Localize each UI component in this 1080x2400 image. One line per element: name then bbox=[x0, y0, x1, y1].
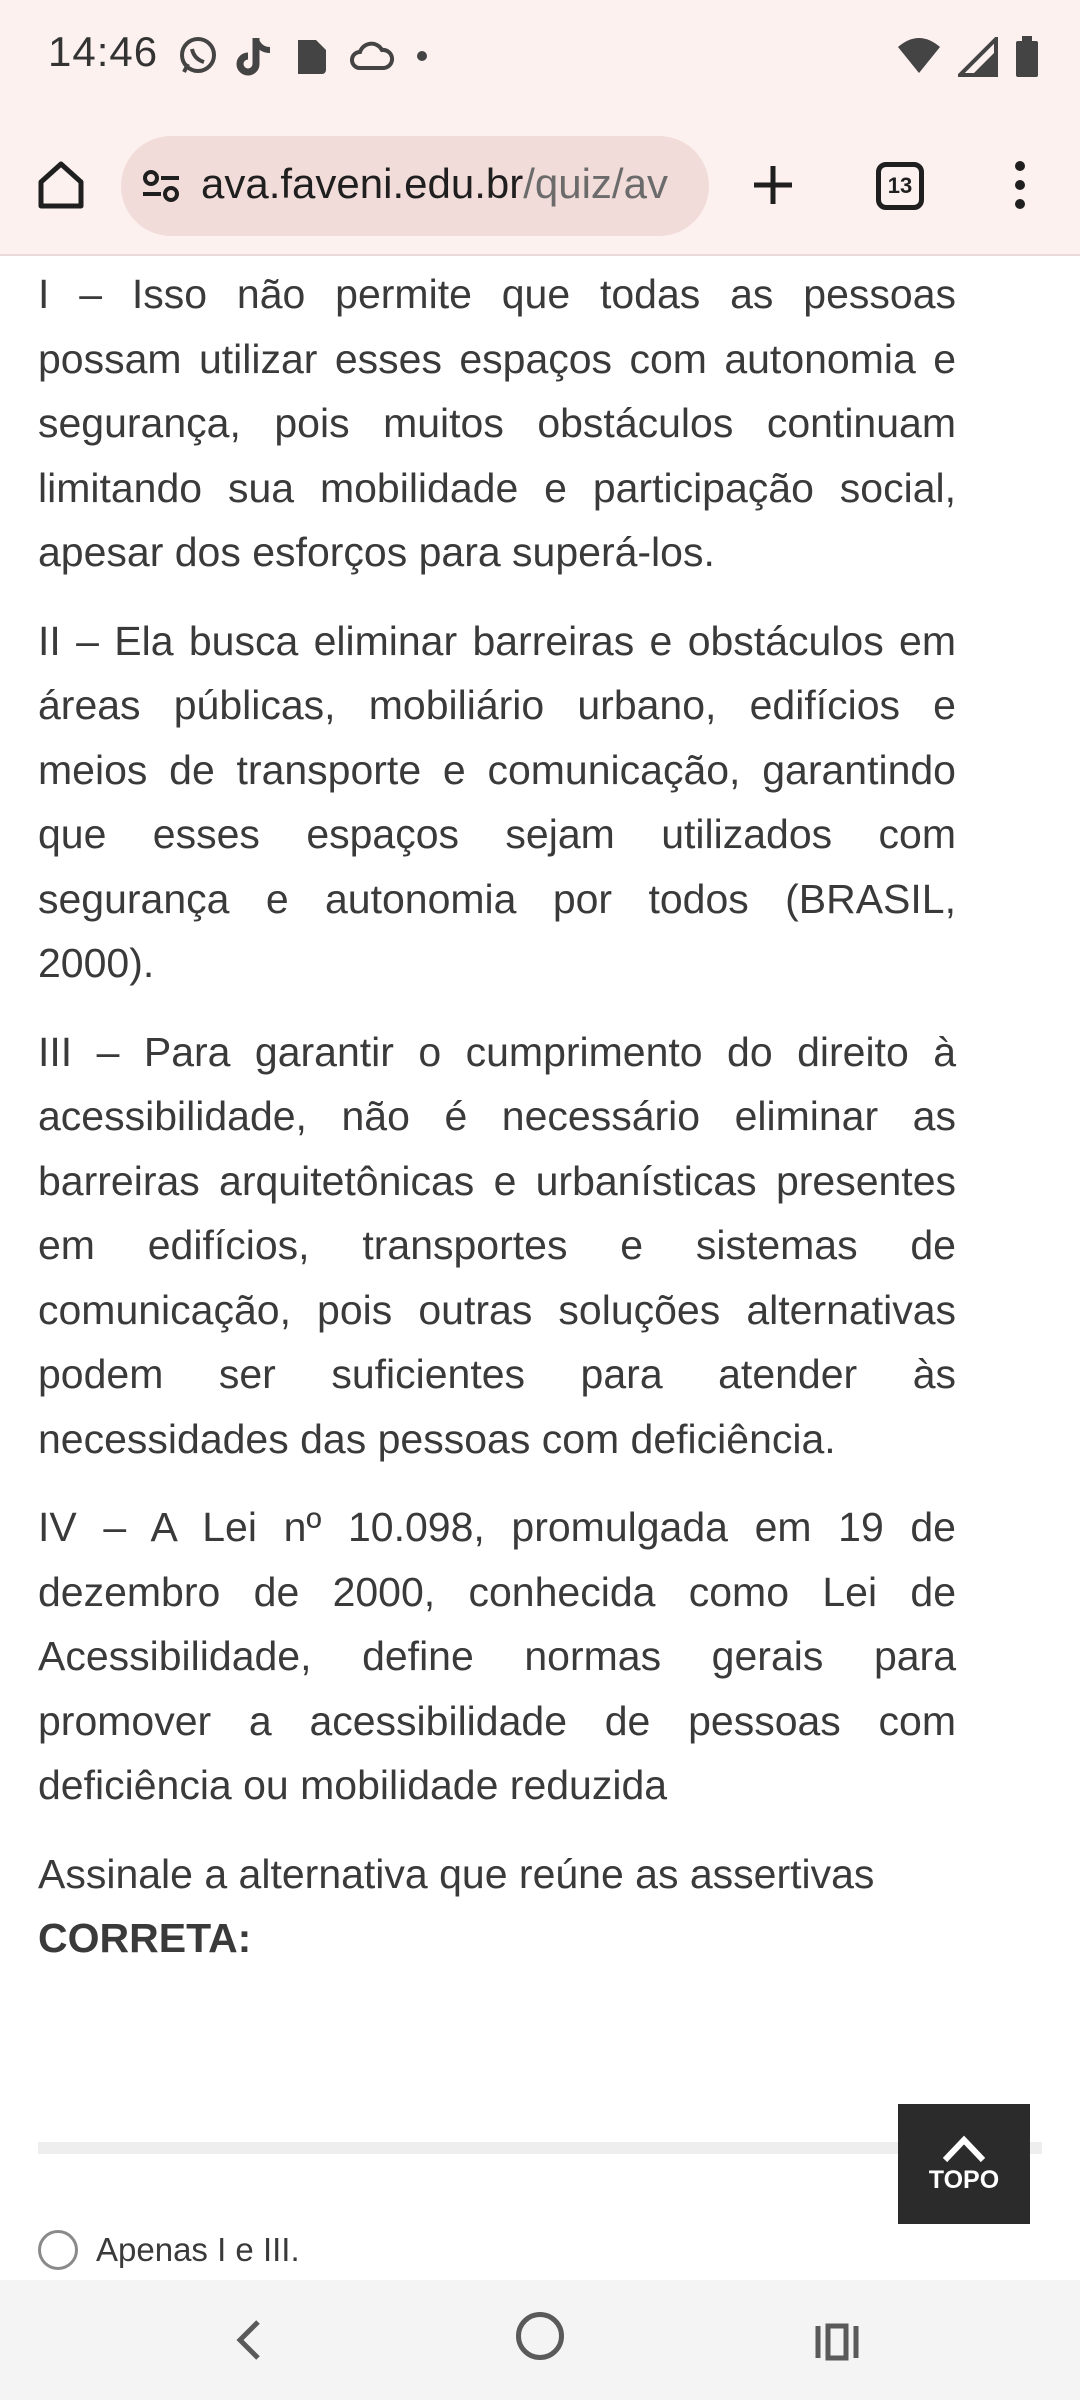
tiktok-icon bbox=[236, 34, 276, 78]
browser-toolbar bbox=[0, 118, 1080, 256]
assertion-i: I – Isso não permite que todas as pessoas possam utilizar esses espaços com autonomia e segurança, pois muitos obstáculos continuam limitando sua mobilidade e participação social, apesar dos esforços para superá-los. bbox=[38, 271, 956, 575]
divider bbox=[38, 2142, 1042, 2154]
option-label: Apenas I e III. bbox=[96, 2231, 300, 2268]
topo-label: TOPO bbox=[928, 2165, 1000, 2194]
new-tab-button[interactable] bbox=[742, 154, 804, 216]
assertion-ii: II – Ela busca eliminar barreiras e obstáculos em áreas públicas, mobiliário urbano, edifícios e meios de transporte e comunicação, garantindo que esses espaços sejam utilizados com segurança e autonomia por todos (BRASIL, 2000). bbox=[38, 617, 956, 986]
system-icons bbox=[896, 36, 1040, 78]
wifi-icon bbox=[896, 37, 942, 77]
question-instruction bbox=[38, 1842, 956, 1971]
home-icon bbox=[35, 160, 87, 210]
cloud-icon bbox=[348, 36, 396, 76]
assertion-iii: III – Para garantir o cumprimento do direito à acessibilidade, não é necessário eliminar as barreiras arquitetônicas e urbanísticas presentes em edifícios, transportes e sistemas de comunicação, pois outras soluções alternativas podem ser suficientes para atender às necessidades das pessoas com deficiência. bbox=[38, 1028, 956, 1462]
option-radio[interactable] bbox=[38, 2230, 78, 2270]
url-text[interactable] bbox=[201, 160, 668, 208]
answer-option[interactable] bbox=[38, 2230, 300, 2270]
instruction-bold: CORRETA: bbox=[38, 1915, 252, 1961]
whatsapp-icon bbox=[176, 34, 220, 78]
instruction-text: Assinale a alternativa que reúne as assertivas bbox=[38, 1850, 875, 1897]
address-bar[interactable] bbox=[121, 136, 709, 236]
signal-icon bbox=[958, 37, 998, 77]
status-time: 14:46 bbox=[48, 28, 159, 75]
plus-icon bbox=[750, 162, 796, 208]
status-bar bbox=[0, 0, 1080, 118]
question-content bbox=[38, 256, 956, 1971]
battery-icon bbox=[1014, 36, 1040, 78]
more-menu-button[interactable] bbox=[1000, 154, 1040, 216]
back-to-top-button[interactable] bbox=[898, 2104, 1030, 2224]
recents-nav-icon[interactable] bbox=[808, 2312, 868, 2372]
back-nav-icon[interactable] bbox=[222, 2310, 282, 2370]
b-app-icon bbox=[292, 34, 332, 78]
tab-count: 13 bbox=[887, 173, 913, 198]
home-nav-icon[interactable] bbox=[516, 2312, 564, 2360]
site-info-icon[interactable] bbox=[137, 162, 185, 210]
tab-switcher-button[interactable] bbox=[876, 162, 924, 210]
assertion-iv: IV – A Lei nº 10.098, promulgada em 19 de dezembro de 2000, conhecida como Lei de Acessibilidade, define normas gerais para promover a acessibilidade de pessoas com deficiência ou mobilidade reduzida bbox=[38, 1504, 956, 1808]
url-host: ava.faveni.edu.br bbox=[201, 160, 524, 207]
url-path: /quiz/av bbox=[523, 160, 668, 207]
chevron-up-icon bbox=[941, 2134, 987, 2164]
dot-icon bbox=[412, 46, 432, 66]
notification-icons bbox=[176, 34, 432, 78]
home-button[interactable] bbox=[30, 154, 92, 216]
system-nav-bar bbox=[0, 2280, 1080, 2400]
